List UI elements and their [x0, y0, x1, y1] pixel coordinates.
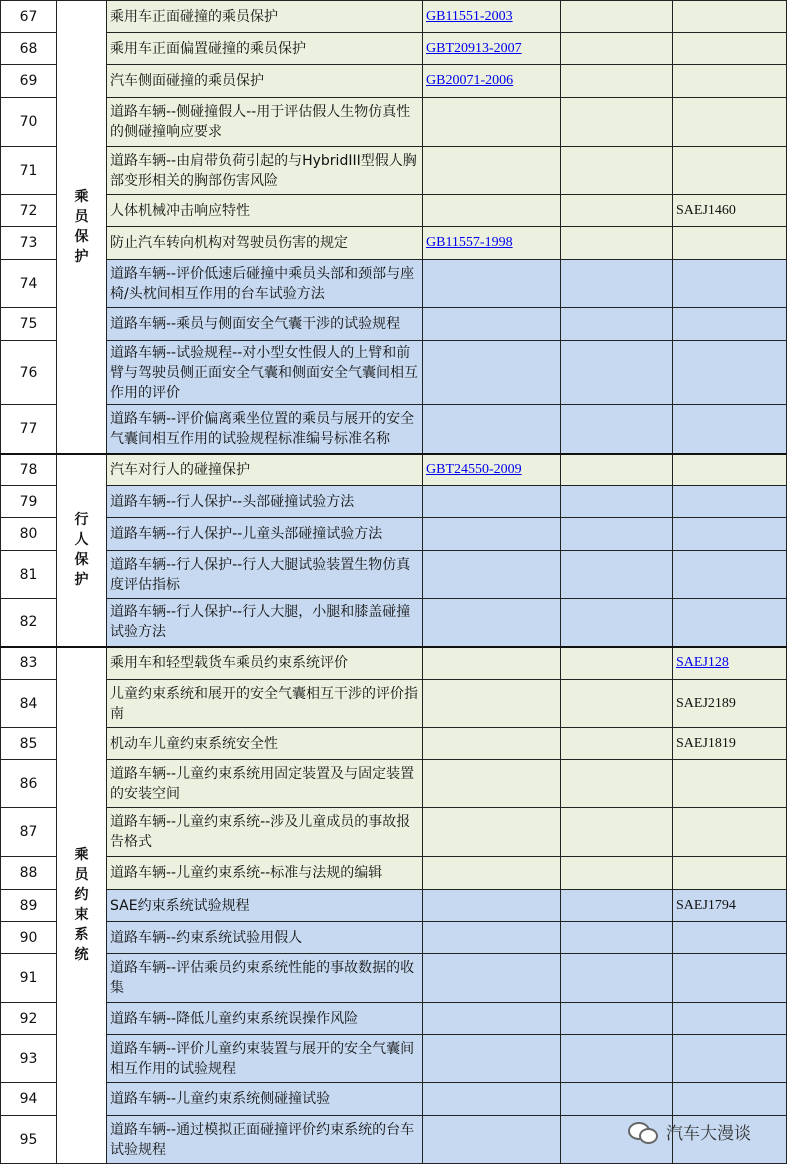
standard-code-link[interactable]: GB20071-2006 [426, 73, 514, 88]
table-row [1, 760, 787, 808]
standard-code-c2 [561, 954, 673, 1003]
row-number: 70 [1, 98, 57, 147]
standard-code-c3: SAEJ2189 [673, 680, 787, 728]
standard-code-c2 [561, 33, 673, 65]
standard-code-c3 [673, 518, 787, 551]
row-number: 79 [1, 486, 57, 518]
standard-code-c2 [561, 405, 673, 454]
standard-code-link[interactable]: GBT24550-2009 [426, 461, 522, 477]
standard-code-c3 [673, 65, 787, 98]
standard-name: 汽车对行人的碰撞保护 [107, 454, 423, 486]
standard-code-c3 [673, 33, 787, 65]
standard-code-c3: SAEJ1819 [673, 728, 787, 760]
table-row [1, 680, 787, 728]
table-row [1, 195, 787, 227]
table-row [1, 98, 787, 147]
standard-code-c2 [561, 647, 673, 680]
category-label [57, 1, 107, 454]
standard-code-c3: SAEJ1460 [673, 195, 787, 227]
table-row [1, 341, 787, 405]
standard-code-c3 [673, 341, 787, 405]
table-row [1, 260, 787, 308]
standard-code-c2 [561, 1003, 673, 1035]
standard-name: 乘用车和轻型载货车乘员约束系统评价 [107, 647, 423, 680]
standard-code-c3 [673, 1, 787, 33]
standard-name: 道路车辆--约束系统试验用假人 [107, 922, 423, 954]
standard-code-c1 [423, 260, 561, 308]
standard-code-c2 [561, 454, 673, 486]
standard-code-c2 [561, 98, 673, 147]
standard-code-c2 [561, 922, 673, 954]
standard-code-c3 [673, 922, 787, 954]
standard-code-c2 [561, 147, 673, 195]
category-text: 行人保护 [74, 512, 89, 588]
table-row [1, 890, 787, 922]
standard-code-c2 [561, 518, 673, 551]
table-row [1, 808, 787, 857]
standard-code-c1 [423, 227, 561, 260]
table-row [1, 1083, 787, 1116]
standard-name: 道路车辆--儿童约束系统--标准与法规的编辑 [107, 857, 423, 890]
standard-code-c3 [673, 486, 787, 518]
table-row [1, 857, 787, 890]
standard-code-c3 [673, 405, 787, 454]
table-row [1, 147, 787, 195]
standard-name: 道路车辆--行人保护--行人大腿试验装置生物仿真度评估指标 [107, 551, 423, 599]
standard-code-c1 [423, 147, 561, 195]
standard-code-c1 [423, 1, 561, 33]
wechat-icon [628, 1120, 658, 1142]
standard-name: 道路车辆--评价儿童约束装置与展开的安全气囊间相互作用的试验规程 [107, 1035, 423, 1083]
table-row [1, 486, 787, 518]
standard-code-c3 [673, 98, 787, 147]
table-row [1, 1, 787, 33]
standard-code-c2 [561, 1083, 673, 1116]
table-row [1, 518, 787, 551]
row-number: 69 [1, 65, 57, 98]
table-row [1, 227, 787, 260]
row-number: 67 [1, 1, 57, 33]
standard-code-c1 [423, 680, 561, 728]
row-number: 84 [1, 680, 57, 728]
row-number: 94 [1, 1083, 57, 1116]
watermark-text: 汽车大漫谈 [666, 1123, 751, 1144]
standard-code-c1 [423, 890, 561, 922]
category-label [57, 454, 107, 647]
table-row [1, 954, 787, 1003]
standard-name: 道路车辆--由肩带负荷引起的与HybridIII型假人胸部变形相关的胸部伤害风险 [107, 147, 423, 195]
standard-code-c1 [423, 922, 561, 954]
standard-code-c2 [561, 227, 673, 260]
row-number: 77 [1, 405, 57, 454]
row-number: 93 [1, 1035, 57, 1083]
standard-code-c2 [561, 760, 673, 808]
standard-name: 道路车辆--儿童约束系统用固定装置及与固定装置的安装空间 [107, 760, 423, 808]
standard-code-c3 [673, 1035, 787, 1083]
standard-code-c1 [423, 33, 561, 65]
row-number: 71 [1, 147, 57, 195]
row-number: 92 [1, 1003, 57, 1035]
standard-name: 道路车辆--行人保护--儿童头部碰撞试验方法 [107, 518, 423, 551]
standard-code-c1 [423, 647, 561, 680]
standard-code-c3 [673, 857, 787, 890]
standard-code-c3 [673, 760, 787, 808]
row-number: 88 [1, 857, 57, 890]
standard-code-c2 [561, 65, 673, 98]
standard-code-c3 [673, 1003, 787, 1035]
standard-code-c2 [561, 680, 673, 728]
standard-name: 道路车辆--评价低速后碰撞中乘员头部和颈部与座椅/头枕间相互作用的台车试验方法 [107, 260, 423, 308]
row-number: 82 [1, 599, 57, 647]
table-row [1, 922, 787, 954]
standard-code-c3 [673, 260, 787, 308]
standard-name: 道路车辆--评价偏离乘坐位置的乘员与展开的安全气囊间相互作用的试验规程标准编号标准名称 [107, 405, 423, 454]
row-number: 78 [1, 454, 57, 486]
standard-code-c1 [423, 486, 561, 518]
standard-code-c3 [673, 227, 787, 260]
row-number: 76 [1, 341, 57, 405]
standard-name: 机动车儿童约束系统安全性 [107, 728, 423, 760]
row-number: 81 [1, 551, 57, 599]
standard-code-c1 [423, 454, 561, 486]
standard-code-c1 [423, 857, 561, 890]
table-row [1, 308, 787, 341]
standard-name: 道路车辆--行人保护--行人大腿，小腿和膝盖碰撞试验方法 [107, 599, 423, 647]
row-number: 73 [1, 227, 57, 260]
standard-code-c2 [561, 728, 673, 760]
standard-code-c1 [423, 1116, 561, 1164]
standard-name: 道路车辆--通过模拟正面碰撞评价约束系统的台车试验规程 [107, 1116, 423, 1164]
standard-code-link[interactable]: GB11551-2003 [426, 8, 513, 24]
row-number: 86 [1, 760, 57, 808]
standard-code-c1 [423, 954, 561, 1003]
standard-code-c2 [561, 808, 673, 857]
standard-code-link[interactable]: SAEJ128 [676, 655, 729, 671]
standard-name: 道路车辆--行人保护--头部碰撞试验方法 [107, 486, 423, 518]
standard-code-c2 [561, 1, 673, 33]
standard-code-c3 [673, 551, 787, 599]
standard-name: SAE约束系统试验规程 [107, 890, 423, 922]
standard-code-c2 [561, 551, 673, 599]
standard-name: 儿童约束系统和展开的安全气囊相互干涉的评价指南 [107, 680, 423, 728]
standard-code-c1 [423, 551, 561, 599]
standard-name: 道路车辆--乘员与侧面安全气囊干涉的试验规程 [107, 308, 423, 341]
standard-code-c1 [423, 1083, 561, 1116]
standard-name: 道路车辆--儿童约束系统侧碰撞试验 [107, 1083, 423, 1116]
table-row [1, 1035, 787, 1083]
standard-code-c3 [673, 954, 787, 1003]
standard-code-c3 [673, 808, 787, 857]
standard-code-c2 [561, 890, 673, 922]
standard-code-c2 [561, 599, 673, 647]
standard-code-c3 [673, 454, 787, 486]
standard-name: 乘用车正面碰撞的乘员保护 [107, 1, 423, 33]
standard-name: 道路车辆--儿童约束系统--涉及儿童成员的事故报告格式 [107, 808, 423, 857]
table-row [1, 647, 787, 680]
standard-code-c1 [423, 341, 561, 405]
standard-code-c3 [673, 147, 787, 195]
table-row [1, 728, 787, 760]
row-number: 89 [1, 890, 57, 922]
standard-code-c3 [673, 599, 787, 647]
standard-code-c2 [561, 341, 673, 405]
standard-name: 道路车辆--侧碰撞假人--用于评估假人生物仿真性的侧碰撞响应要求 [107, 98, 423, 147]
standard-code-c1 [423, 195, 561, 227]
row-number: 80 [1, 518, 57, 551]
table-row [1, 1003, 787, 1035]
standard-code-c2 [561, 260, 673, 308]
row-number: 91 [1, 954, 57, 1003]
standard-code-c1 [423, 1035, 561, 1083]
standard-code-c3 [673, 1083, 787, 1116]
table-row [1, 551, 787, 599]
category-text: 乘员保护 [74, 188, 89, 265]
row-number: 74 [1, 260, 57, 308]
table-row [1, 454, 787, 486]
standard-code-c1 [423, 599, 561, 647]
row-number: 68 [1, 33, 57, 65]
standard-name: 人体机械冲击响应特性 [107, 195, 423, 227]
standard-code-c2 [561, 1035, 673, 1083]
row-number: 72 [1, 195, 57, 227]
standard-code-c1 [423, 728, 561, 760]
standard-code-c1 [423, 808, 561, 857]
standard-code-link[interactable]: GB11557-1998 [426, 235, 513, 250]
table-row [1, 405, 787, 454]
row-number: 95 [1, 1116, 57, 1164]
standard-code-c1 [423, 760, 561, 808]
table-row [1, 33, 787, 65]
row-number: 87 [1, 808, 57, 857]
standard-name: 乘用车正面偏置碰撞的乘员保护 [107, 33, 423, 65]
standard-code-c1 [423, 1003, 561, 1035]
category-text: 乘员约束系统 [74, 847, 89, 964]
category-label [57, 647, 107, 1164]
standard-name: 道路车辆--降低儿童约束系统误操作风险 [107, 1003, 423, 1035]
standard-code-c1 [423, 98, 561, 147]
standard-code-c2 [561, 857, 673, 890]
row-number: 75 [1, 308, 57, 341]
standard-code-c3 [673, 647, 787, 680]
standard-name: 汽车侧面碰撞的乘员保护 [107, 65, 423, 98]
table-row [1, 599, 787, 647]
standard-code-c2 [561, 308, 673, 341]
row-number: 90 [1, 922, 57, 954]
standard-code-c1 [423, 308, 561, 341]
standard-code-c3: SAEJ1794 [673, 890, 787, 922]
row-number: 83 [1, 647, 57, 680]
standard-code-c1 [423, 518, 561, 551]
standard-name: 道路车辆--评估乘员约束系统性能的事故数据的收集 [107, 954, 423, 1003]
standard-code-link[interactable]: GBT20913-2007 [426, 40, 522, 56]
standard-name: 防止汽车转向机构对驾驶员伤害的规定 [107, 227, 423, 260]
table-row [1, 65, 787, 98]
row-number: 85 [1, 728, 57, 760]
standard-name: 道路车辆--试验规程--对小型女性假人的上臂和前臂与驾驶员侧正面安全气囊和侧面安全气囊间相互作用的评价 [107, 341, 423, 405]
standard-code-c1 [423, 65, 561, 98]
standard-code-c2 [561, 486, 673, 518]
standard-code-c1 [423, 405, 561, 454]
standard-code-c3 [673, 308, 787, 341]
standard-code-c2 [561, 195, 673, 227]
watermark [628, 1118, 751, 1144]
